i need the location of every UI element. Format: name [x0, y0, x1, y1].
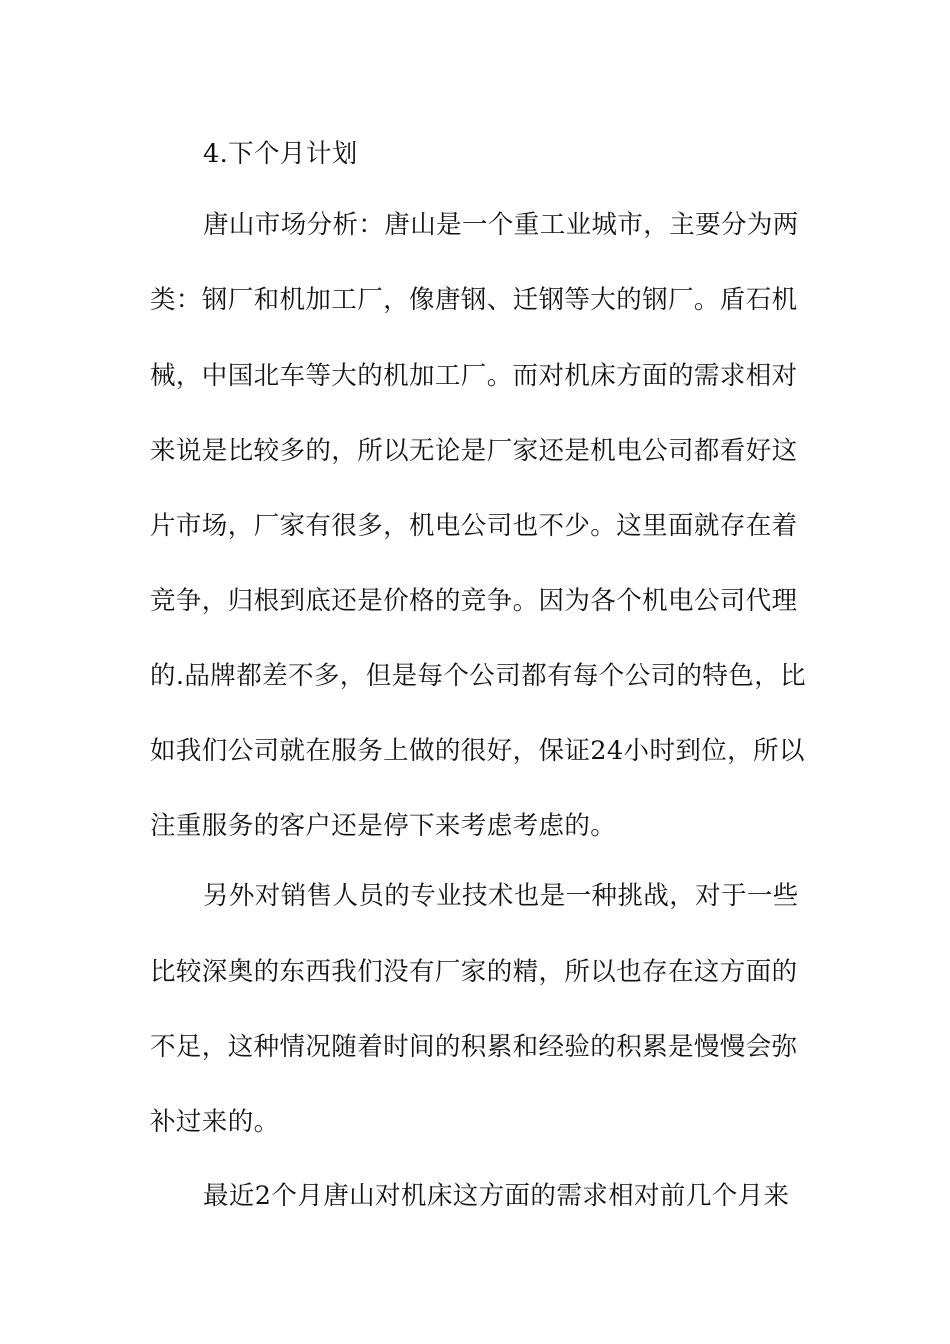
paragraph-line: 另外对销售人员的专业技术也是一种挑战，对于一些: [203, 881, 799, 911]
paragraph-line: 注重服务的客户还是停下来考虑考虑的。: [150, 811, 617, 841]
paragraph-line: 如我们公司就在服务上做的很好，保证24小时到位，所以: [150, 736, 805, 766]
paragraph-line: 竞争，归根到底还是价格的竞争。因为各个机电公司代理: [150, 586, 798, 616]
paragraph-line: 械，中国北车等大的机加工厂。而对机床方面的需求相对: [150, 361, 798, 391]
paragraph-line: 补过来的。: [150, 1107, 280, 1137]
paragraph-line: 的.品牌都差不多，但是每个公司都有每个公司的特色，比: [150, 661, 807, 691]
paragraph-line: 比较深奥的东西我们没有厂家的精，所以也存在这方面的: [150, 957, 798, 987]
paragraph-line: 来说是比较多的，所以无论是厂家还是机电公司都看好这: [150, 436, 798, 466]
paragraph-line: 片市场，厂家有很多，机电公司也不少。这里面就存在着: [150, 511, 798, 541]
paragraph-line: 不足，这种情况随着时间的积累和经验的积累是慢慢会弥: [150, 1032, 798, 1062]
section-heading: 4.下个月计划: [203, 139, 358, 169]
paragraph-line: 唐山市场分析：唐山是一个重工业城市，主要分为两: [203, 210, 799, 240]
paragraph-line: 最近2个月唐山对机床这方面的需求相对前几个月来: [203, 1181, 790, 1211]
paragraph-line: 类：钢厂和机加工厂，像唐钢、迁钢等大的钢厂。盾石机: [150, 285, 798, 315]
